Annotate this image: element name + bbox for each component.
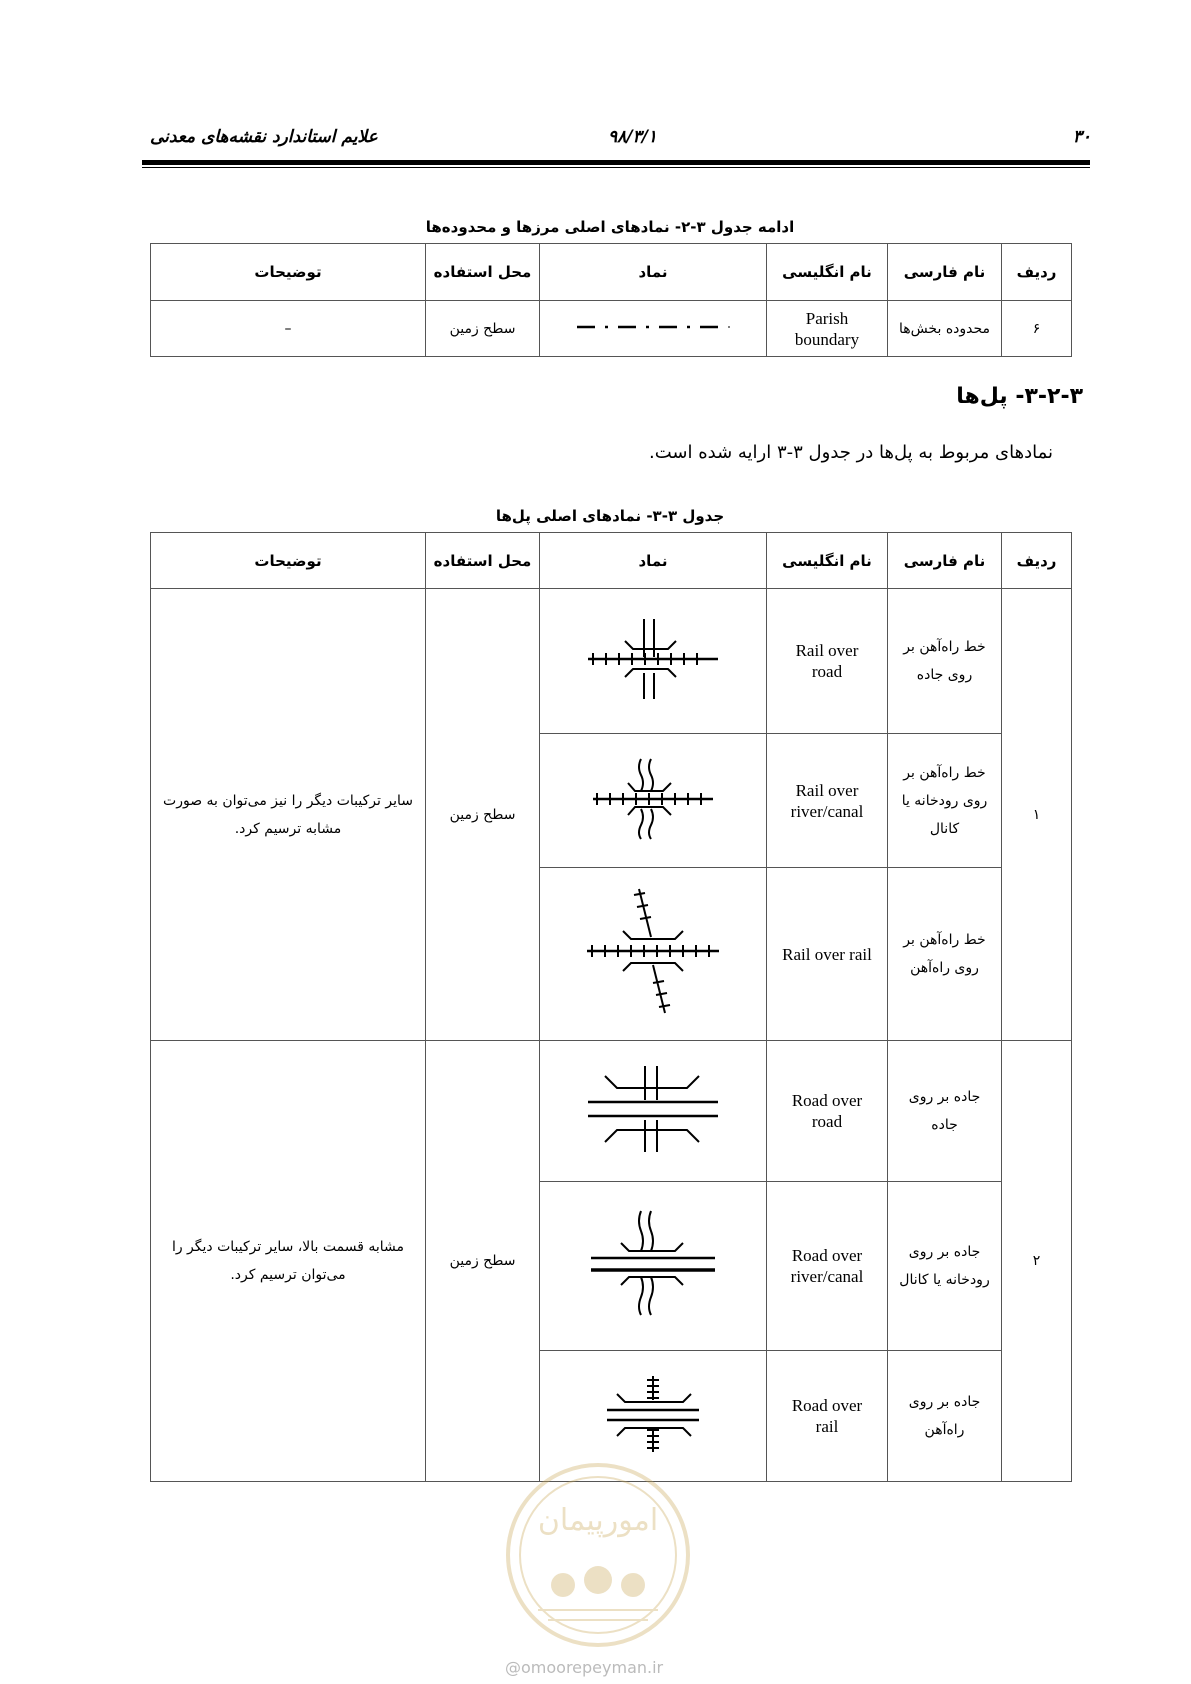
group-index: ۲ <box>1002 1041 1072 1482</box>
fa-line: جاده <box>931 1117 958 1133</box>
notes-line: می‌توان ترسیم کرد. <box>230 1267 346 1283</box>
fa-line: جاده بر روی <box>908 1394 981 1410</box>
fa-line: کانال <box>929 820 960 837</box>
col-fa-name: نام فارسی <box>888 533 1002 589</box>
en-line: Rail over rail <box>782 944 872 964</box>
row-en-name <box>767 1041 888 1182</box>
col-index: ردیف <box>1002 533 1072 589</box>
fa-line: روی رودخانه یا <box>901 792 988 809</box>
section-paragraph: نمادهای مربوط به پل‌ها در جدول ۳-۳ ارایه شده است. <box>649 442 1053 463</box>
page-number: ۳۰ <box>1072 127 1091 147</box>
en-line: Road over <box>791 1246 863 1265</box>
fa-line: روی جاده <box>916 667 973 683</box>
rail-over-rail-symbol <box>540 868 767 1041</box>
en-line: Parish <box>805 308 849 328</box>
row-fa-name <box>888 1351 1002 1482</box>
rail-over-road-icon <box>583 617 723 701</box>
road-over-river-symbol <box>540 1182 767 1351</box>
rail-over-river-symbol <box>540 734 767 868</box>
col-en-name: نام انگلیسی <box>767 244 888 301</box>
en-line: river/canal <box>790 1267 864 1286</box>
fa-line: خط راه‌آهن بر <box>903 639 986 655</box>
group-notes <box>151 1041 426 1482</box>
row-fa-name <box>888 1041 1002 1182</box>
row-en-name <box>767 868 888 1041</box>
table2 <box>150 532 1072 1482</box>
table1-caption: ادامه جدول ۳-۲- نمادهای اصلی مرزها و محدوده‌ها <box>425 218 795 236</box>
group-index: ۱ <box>1002 589 1072 1041</box>
parish-boundary-symbol <box>540 301 767 357</box>
row-fa-name: محدوده بخش‌ها <box>888 301 1002 357</box>
rail-over-road-symbol <box>540 589 767 734</box>
en-line: boundary <box>794 329 860 349</box>
table2-caption: جدول ۳-۳- نمادهای اصلی پل‌ها <box>495 507 725 525</box>
road-over-road-symbol <box>540 1041 767 1182</box>
watermark-text: امورپیمان <box>537 1503 659 1538</box>
col-notes: توضیحات <box>151 533 426 589</box>
col-notes: توضیحات <box>151 244 426 301</box>
group-notes <box>151 589 426 1041</box>
en-line: rail <box>815 1417 839 1436</box>
notes-line: سایر ترکیبات دیگر را نیز می‌توان به صورت <box>163 792 413 809</box>
en-line: Road over <box>791 1396 863 1415</box>
table1 <box>150 243 1072 357</box>
road-over-river-icon <box>583 1209 723 1319</box>
header-rule-thin <box>142 167 1090 168</box>
row-fa-name <box>888 589 1002 734</box>
en-line: Road over <box>791 1091 863 1110</box>
notes-line: مشابه قسمت بالا، سایر ترکیبات دیگر را <box>171 1239 405 1255</box>
section-heading: ۳-۲-۳- پل‌ها <box>956 384 1083 409</box>
col-symbol: نماد <box>540 533 767 589</box>
row-fa-name <box>888 868 1002 1041</box>
en-line: Rail over <box>795 780 859 800</box>
col-usage: محل استفاده <box>426 244 540 301</box>
row-usage: سطح زمین <box>426 301 540 357</box>
row-index: ۶ <box>1002 301 1072 357</box>
row-en-name <box>767 734 888 868</box>
row-en-name <box>767 1351 888 1482</box>
col-usage: محل استفاده <box>426 533 540 589</box>
group-usage: سطح زمین <box>426 589 540 1041</box>
col-symbol: نماد <box>540 244 767 301</box>
fa-line: جاده بر روی <box>908 1244 981 1260</box>
en-line: road <box>811 1112 843 1131</box>
fa-line: روی راه‌آهن <box>910 960 979 976</box>
col-fa-name: نام فارسی <box>888 244 1002 301</box>
row-en-name <box>767 589 888 734</box>
road-over-road-icon <box>583 1064 723 1154</box>
fa-line: جاده بر روی <box>908 1089 981 1105</box>
header-date: ۹۸/۳/۱ <box>608 127 657 147</box>
watermark-logo <box>503 1460 693 1650</box>
watermark-site: @omoorepeyman.ir <box>505 1658 664 1677</box>
parish-boundary-dashdot-icon <box>573 321 733 333</box>
road-over-rail-icon <box>583 1374 723 1454</box>
fa-line: خط راه‌آهن بر <box>903 932 986 948</box>
rail-over-river-icon <box>583 757 723 841</box>
row-fa-name <box>888 734 1002 868</box>
notes-line: مشابه ترسیم کرد. <box>234 820 342 837</box>
row-fa-name <box>888 1182 1002 1351</box>
col-en-name: نام انگلیسی <box>767 533 888 589</box>
rail-over-rail-icon <box>583 887 723 1017</box>
header-rule <box>142 160 1090 165</box>
en-line: road <box>811 662 843 681</box>
row-notes: – <box>151 301 426 357</box>
fa-line: رودخانه یا کانال <box>899 1272 990 1288</box>
fa-line: راه‌آهن <box>924 1422 965 1438</box>
en-line: Rail over <box>795 641 859 660</box>
en-line: river/canal <box>790 801 864 821</box>
row-en-name <box>767 301 888 357</box>
header-title: علایم استاندارد نقشه‌های معدنی <box>150 127 378 147</box>
fa-line: خط راه‌آهن بر <box>903 764 986 781</box>
group-usage: سطح زمین <box>426 1041 540 1482</box>
row-en-name <box>767 1182 888 1351</box>
col-index: ردیف <box>1002 244 1072 301</box>
